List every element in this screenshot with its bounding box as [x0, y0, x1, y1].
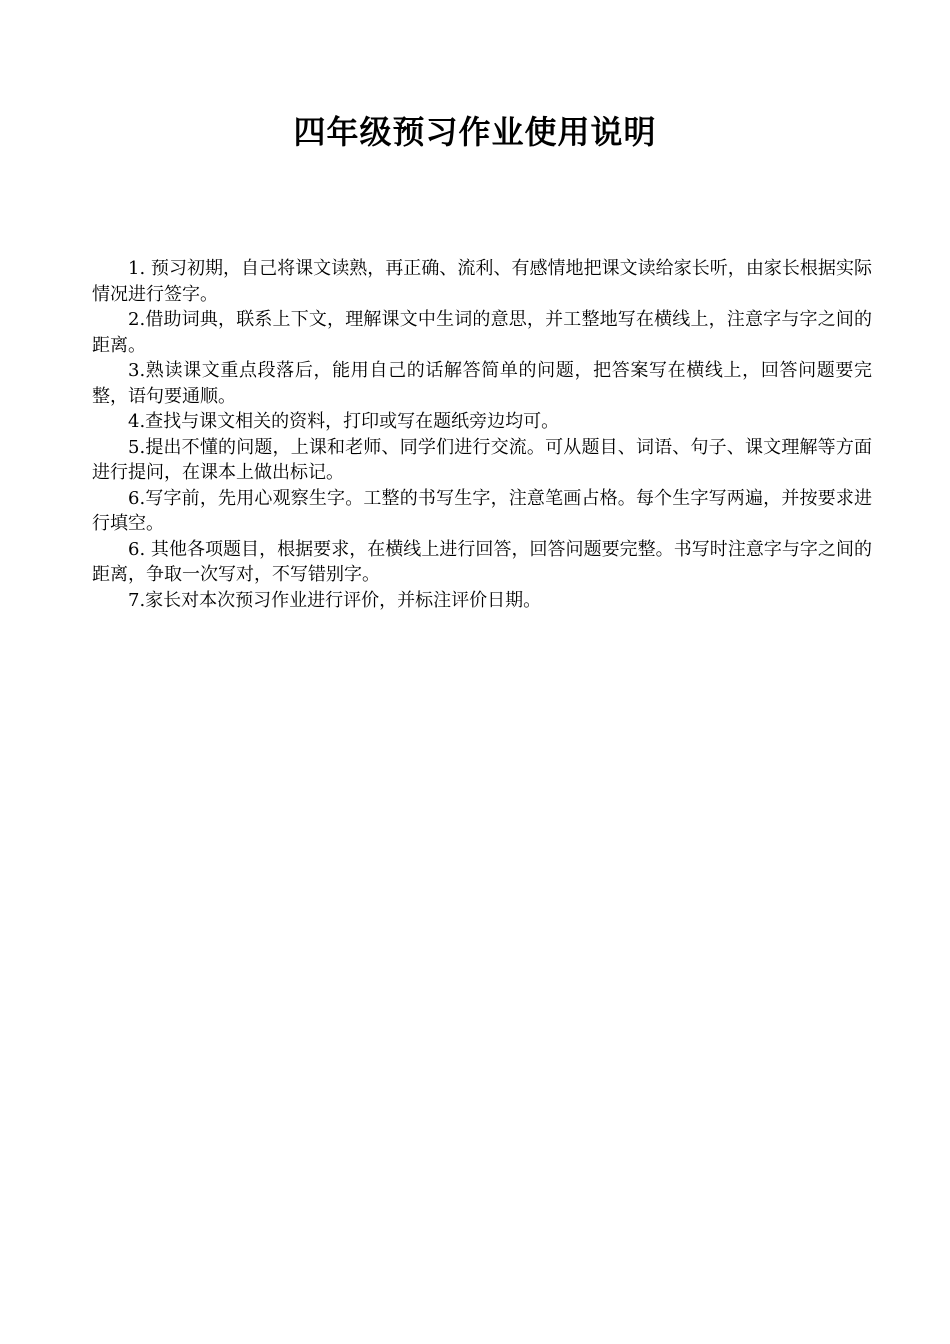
instruction-item-4: 4.查找与课文相关的资料，打印或写在题纸旁边均可。 — [128, 411, 560, 432]
instruction-item-8: 7.家长对本次预习作业进行评价，并标注评价日期。 — [128, 589, 542, 611]
instruction-item-5: 5.提出不懂的问题，上课和老师、同学们进行交流。可从题目、词语、句子、课文理解等方面进行提问，在课本上做出标记。 — [92, 436, 872, 483]
instruction-item-3: 3.熟读课文重点段落后，能用自己的话解答简单的问题，把答案写在横线上，回答问题要完整，语句要通顺。 — [92, 360, 872, 407]
instruction-item-7: 6. 其他各项题目，根据要求，在横线上进行回答，回答问题要完整。书写时注意字与字之间的距离，争取一次写对，不写错别字。 — [92, 538, 872, 585]
instruction-item-6: 6.写字前，先用心观察生字。工整的书写生字，注意笔画占格。每个生字写两遍，并按要求进行填空。 — [92, 487, 872, 534]
instruction-item-2: 2.借助词典，联系上下文，理解课文中生词的意思，并工整地写在横线上，注意字与字之间的距离。 — [92, 309, 872, 356]
document-title: 四年级预习作业使用说明 — [293, 113, 657, 151]
instruction-list — [92, 256, 872, 613]
instruction-item-1: 1. 预习初期，自己将课文读熟，再正确、流利、有感情地把课文读给家长听，由家长根据实际情况进行签字。 — [92, 258, 872, 305]
